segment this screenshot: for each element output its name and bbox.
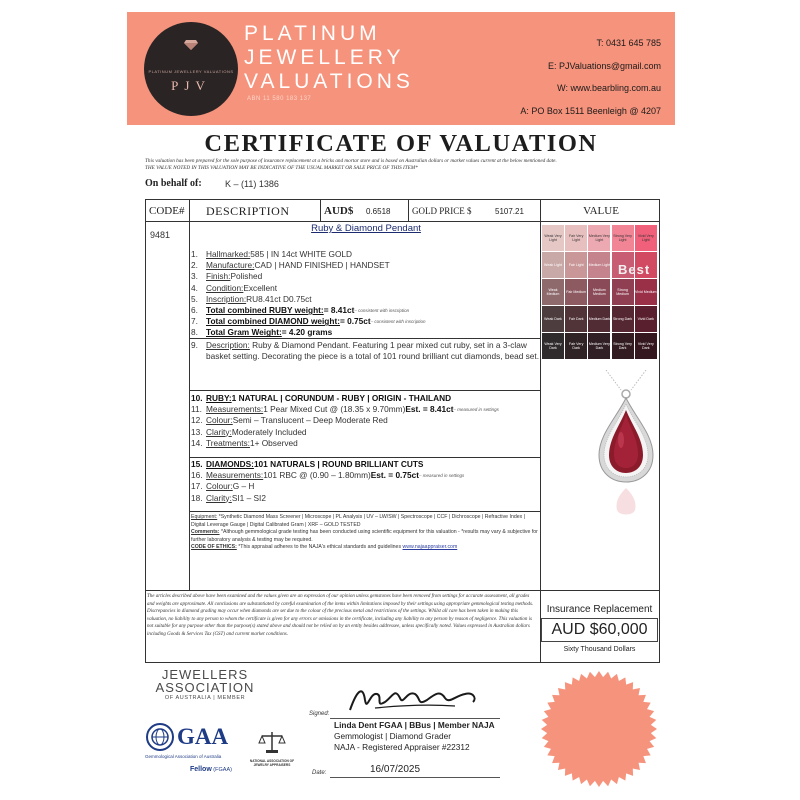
item-code: 9481 <box>150 230 171 240</box>
line-number: 8. <box>191 327 198 338</box>
detail-label: Inscription: <box>206 293 247 304</box>
colour-swatch: Strong Very Light <box>612 225 634 251</box>
gram-weight-line <box>191 327 540 338</box>
colour-swatch: Strong Medium <box>612 279 634 305</box>
insurance-value-box <box>541 604 658 653</box>
note-label: Comments: <box>191 529 220 536</box>
line-number: 15. <box>191 459 203 469</box>
equipment-note <box>191 514 540 529</box>
detail-label: Treatments: <box>206 437 250 448</box>
detail-value: Moderately Included <box>231 426 307 437</box>
line-number: 6. <box>191 305 198 316</box>
date-label: Date: <box>312 770 327 776</box>
ruby-heading <box>191 393 540 404</box>
item-details <box>191 249 540 339</box>
postal-address: A: PO Box 1511 Beenleigh @ 4207 <box>520 105 661 116</box>
detail-value: SI1 – SI2 <box>231 492 266 503</box>
ja-logo-line: JEWELLERS <box>161 667 249 682</box>
ja-logo-subline: OF AUSTRALIA | MEMBER <box>164 695 246 701</box>
disclaimer-text: The articles described above have been examined and the values given are an expression of our opinion unless gemstones have been removed from settings for accurate assessment, all grades and weights are approximate. All conclusions are substantiated by careful examination of the items within limitations imposed by their settings using appropriate gemmological testing methods. Discrepancies in diamond grading may occur when diamonds are set due to the colour of the precious metal and restrictions of the settings. Whilst all care has been taken in making this valuation, no liability to any person to whom the certificate is given for any errors or omissions in the certificate, including any liability to any person by reason of negligence. This valuation is not suitable for any purpose other than the purpose(s) stated above and should not be relied on by an entity besides addressee, unless specifically noted. Values expressed in Australian dollars including Goods & Services Tax (GST) and current market conditions. <box>147 594 534 637</box>
colour-swatch: Fair Very Dark <box>565 333 587 359</box>
detail-value: Excellent <box>243 282 278 293</box>
detail-label: Total Gram Weight: <box>206 327 282 338</box>
fellow-suffix: (FGAA) <box>211 767 232 773</box>
detail-value: 101 RBC @ (0.90 – 1.80mm) <box>263 470 371 481</box>
line-number: 12. <box>191 415 203 426</box>
line-number: 14. <box>191 437 203 448</box>
globe-icon <box>145 722 175 752</box>
line-number: 10. <box>191 393 203 403</box>
intro-line: THE VALUE NOTED IN THIS VALUATION MAY BE INDICATIVE OF THE USUAL MARKET OR SALE PRICE OF THIS ITEM* <box>145 165 418 171</box>
best-colour-label: Best <box>618 262 651 277</box>
testing-notes <box>191 514 540 552</box>
ja-logo-line: ASSOCIATION <box>155 680 255 695</box>
detail-line <box>191 294 540 305</box>
colour-swatch: Fair Light <box>565 252 587 278</box>
colour-swatch: Weak Dark <box>542 306 564 332</box>
note-label: CODE OF ETHICS: <box>191 544 237 551</box>
colour-swatch: Vivid Medium <box>635 279 657 305</box>
aud-value: 0.6518 <box>366 206 391 216</box>
detail-label: RUBY: <box>206 393 232 403</box>
naja-link[interactable]: www.najaappraiser.com <box>402 544 458 551</box>
signer-role: Gemmologist | Diamond Grader <box>334 730 451 741</box>
detail-label: Total combined DIAMOND weight: <box>206 316 340 327</box>
line-number: 9. <box>191 340 198 350</box>
embossed-seal <box>540 670 658 788</box>
signer-registration: NAJA - Registered Appraiser #22312 <box>334 741 470 752</box>
date-line <box>330 777 500 778</box>
detail-line <box>191 260 540 271</box>
brand-line: VALUATIONS <box>244 70 414 93</box>
diamond-weight-line <box>191 316 540 327</box>
line-number: 18. <box>191 492 203 503</box>
weight-note: – measured in settings <box>418 473 465 479</box>
diamond-weight-value: = 0.75ct <box>339 316 371 327</box>
colour-swatch: Fair Medium <box>565 279 587 305</box>
detail-label: Hallmarked: <box>206 249 251 259</box>
detail-line <box>191 249 540 260</box>
description-block <box>191 340 540 362</box>
detail-value: Ruby & Diamond Pendant. Featuring 1 pear mixed cut ruby, set in a 3-claw basket setting. Decorating the piece is a total of 101 round brilliant cut diamonds, bead set. <box>206 340 539 362</box>
detail-line <box>191 493 540 504</box>
gold-price-label: GOLD PRICE $ <box>412 206 472 216</box>
gaa-name: Gemmological Association of Australia <box>145 754 222 759</box>
signer-name <box>334 720 495 731</box>
ruby-pendant-image <box>591 370 661 520</box>
detail-value: CAD | HAND FINISHED | HANDSET <box>254 260 390 271</box>
colour-swatch: Fair Dark <box>565 306 587 332</box>
insurance-amount-words: Sixty Thousand Dollars <box>563 646 636 653</box>
estimate-value: Est. = 8.41ct <box>405 404 454 415</box>
intro-statement <box>145 158 665 172</box>
signature-line <box>330 718 500 719</box>
line-number: 11. <box>191 404 202 415</box>
diamond-heading <box>191 459 540 470</box>
line-number: 13. <box>191 426 203 437</box>
detail-label: Clarity: <box>206 492 232 503</box>
gram-weight-value: = 4.20 grams <box>281 327 333 338</box>
colour-swatch: Weak Very Light <box>542 225 564 251</box>
detail-line <box>191 271 540 282</box>
colour-swatch: Vivid Very Dark <box>635 333 657 359</box>
detail-line <box>191 415 540 426</box>
line-number: 7. <box>191 316 198 327</box>
detail-value: 1 NATURAL | CORUNDUM - RUBY | ORIGIN - THAILAND <box>231 393 452 403</box>
detail-label: Description: <box>206 340 250 350</box>
detail-line <box>191 427 540 438</box>
note-text: *Synthetic Diamond Mass Screener | Microscope | PL Analysis | UV – LW/SW | Spectroscope | CCF | Dichroscope | Refractive Index | Digital Leverage Gauge | Digital Calibrated Gram | XRF – GOLD TESTED <box>191 514 525 528</box>
colour-swatch: Vivid Very Light <box>635 225 657 251</box>
email-address[interactable]: E: PJValuations@gmail.com <box>547 60 661 71</box>
on-behalf-value: K – (11) 1386 <box>225 179 279 189</box>
brand-name <box>244 22 414 94</box>
colour-swatch: Medium Very Light <box>588 225 610 251</box>
section-divider <box>189 390 540 391</box>
colour-swatch: Medium Dark <box>588 306 610 332</box>
description-line <box>191 340 540 362</box>
detail-line <box>191 283 540 294</box>
line-number: 3. <box>191 271 198 282</box>
colour-swatch: Medium Light <box>588 252 610 278</box>
detail-value: 585 | IN 14ct WHITE GOLD <box>250 249 353 259</box>
note-text: *Although gemmological grade testing has been conducted using scientific equipment for this valuation - *results may vary & subjective for further laboratory analysis & testing may be required. <box>191 529 538 543</box>
handwritten-signature <box>345 680 485 720</box>
company-logo <box>144 22 238 116</box>
brand-line: JEWELLERY <box>244 46 405 69</box>
colour-swatch: Weak Medium <box>542 279 564 305</box>
detail-label: Colour: <box>206 415 233 426</box>
signer-details <box>334 720 495 752</box>
ruby-weight-value: = 8.41ct <box>323 305 355 316</box>
detail-value: RU8.41ct D0.75ct <box>246 293 312 304</box>
detail-line <box>191 438 540 449</box>
value-header: VALUE <box>583 205 619 217</box>
abn-number: ABN 11 580 183 137 <box>247 96 312 102</box>
detail-value: G – H <box>232 481 255 492</box>
detail-value: 1 Pear Mixed Cut @ (18.35 x 9.70mm) <box>263 404 406 415</box>
insurance-label: Insurance Replacement <box>546 604 653 615</box>
logo-subtext: PLATINUM JEWELLERY VALUATIONS <box>148 69 234 74</box>
section-divider <box>189 511 540 512</box>
letterhead-banner <box>127 12 675 125</box>
certificate-title: CERTIFICATE OF VALUATION <box>204 130 598 157</box>
detail-label: Measurements: <box>206 470 264 481</box>
estimate-value: Est. = 0.75ct <box>370 470 419 481</box>
colour-swatch: Vivid Dark <box>635 306 657 332</box>
detail-value: 1+ Observed <box>249 437 298 448</box>
column-divider <box>408 200 409 222</box>
description-header: DESCRIPTION <box>206 203 290 218</box>
detail-line <box>191 404 540 415</box>
detail-label: Total combined RUBY weight: <box>206 305 324 316</box>
colour-swatch: Weak Light <box>542 252 564 278</box>
item-title: Ruby & Diamond Pendant <box>311 223 421 234</box>
detail-label: Measurements: <box>206 404 264 415</box>
ruby-weight-line <box>191 305 540 316</box>
row-divider <box>146 590 659 591</box>
line-number: 16. <box>191 470 203 481</box>
naja-logo <box>247 730 297 767</box>
colour-swatch: Medium Medium <box>588 279 610 305</box>
line-number: 4. <box>191 282 198 293</box>
aud-label: AUD$ <box>324 205 354 217</box>
insurance-amount: AUD $60,000 <box>541 618 658 642</box>
signer-name-text: Linda Dent FGAA | BBus | Member NAJA <box>334 720 495 730</box>
signed-label: Signed: <box>309 711 330 717</box>
ruby-section <box>191 393 540 449</box>
brand-line: PLATINUM <box>244 22 381 45</box>
note-text: *This appraisal adheres to the NAJA's ethical standards and guidelines <box>236 544 403 551</box>
gaa-fellow-label <box>190 766 232 773</box>
gaa-acronym: GAA <box>177 724 229 749</box>
fellow-text: Fellow <box>190 766 212 773</box>
colour-swatch: Strong Very Dark <box>612 333 634 359</box>
code-header: CODE# <box>149 205 185 217</box>
scales-icon <box>258 730 286 754</box>
line-number: 1. <box>191 249 198 259</box>
line-number: 2. <box>191 260 198 271</box>
weight-note: – measured in settings <box>453 407 499 413</box>
colour-swatch: Medium Very Dark <box>588 333 610 359</box>
on-behalf-label: On behalf of: <box>145 178 202 189</box>
column-divider <box>320 200 321 222</box>
naja-name: NATIONAL ASSOCIATION OF JEWELRY APPRAISERS <box>249 759 295 767</box>
contact-details <box>520 32 661 122</box>
note-label: Equipment: <box>191 514 218 520</box>
detail-label: Condition: <box>206 282 244 293</box>
line-number: 17. <box>191 481 203 492</box>
detail-label: Manufacture: <box>206 260 255 271</box>
seal-shape <box>541 671 657 787</box>
colour-swatch: Weak Very Dark <box>542 333 564 359</box>
diamond-section <box>191 459 540 504</box>
detail-line <box>191 470 540 481</box>
colour-swatch: Fair Very Light <box>565 225 587 251</box>
website-link[interactable]: W: www.bearbling.com.au <box>557 83 661 93</box>
weight-note: – consistent with inscription <box>354 308 410 314</box>
intro-line: This valuation has been prepared for the sole purpose of insurance replacement at a bricks and mortar store and is based on Australian dollars or market values current at the below mentioned date. <box>145 158 557 164</box>
detail-label: Clarity: <box>206 426 232 437</box>
jewellers-association-logo <box>150 668 260 701</box>
table-header-row <box>146 200 659 222</box>
detail-value: 101 NATURALS | ROUND BRILLIANT CUTS <box>253 459 424 469</box>
valuation-date: 16/07/2025 <box>370 764 421 775</box>
colour-swatch: Strong Dark <box>612 306 634 332</box>
detail-value: Semi – Translucent – Deep Moderate Red <box>232 415 388 426</box>
comments-note <box>191 529 540 544</box>
line-number: 5. <box>191 293 198 304</box>
gold-price-value: 5107.21 <box>495 206 524 216</box>
weight-note: – consistent with inscription <box>370 319 426 325</box>
ethics-note <box>191 544 540 552</box>
phone-number: T: 0431 645 785 <box>596 38 661 48</box>
gaa-logo <box>145 722 232 773</box>
detail-label: Finish: <box>206 271 231 282</box>
detail-label: DIAMONDS: <box>206 459 254 469</box>
logo-monogram: PJV <box>171 78 211 93</box>
detail-line <box>191 481 540 492</box>
diamond-icon <box>184 40 198 50</box>
detail-label: Colour: <box>206 481 233 492</box>
detail-value: Polished <box>230 271 263 282</box>
